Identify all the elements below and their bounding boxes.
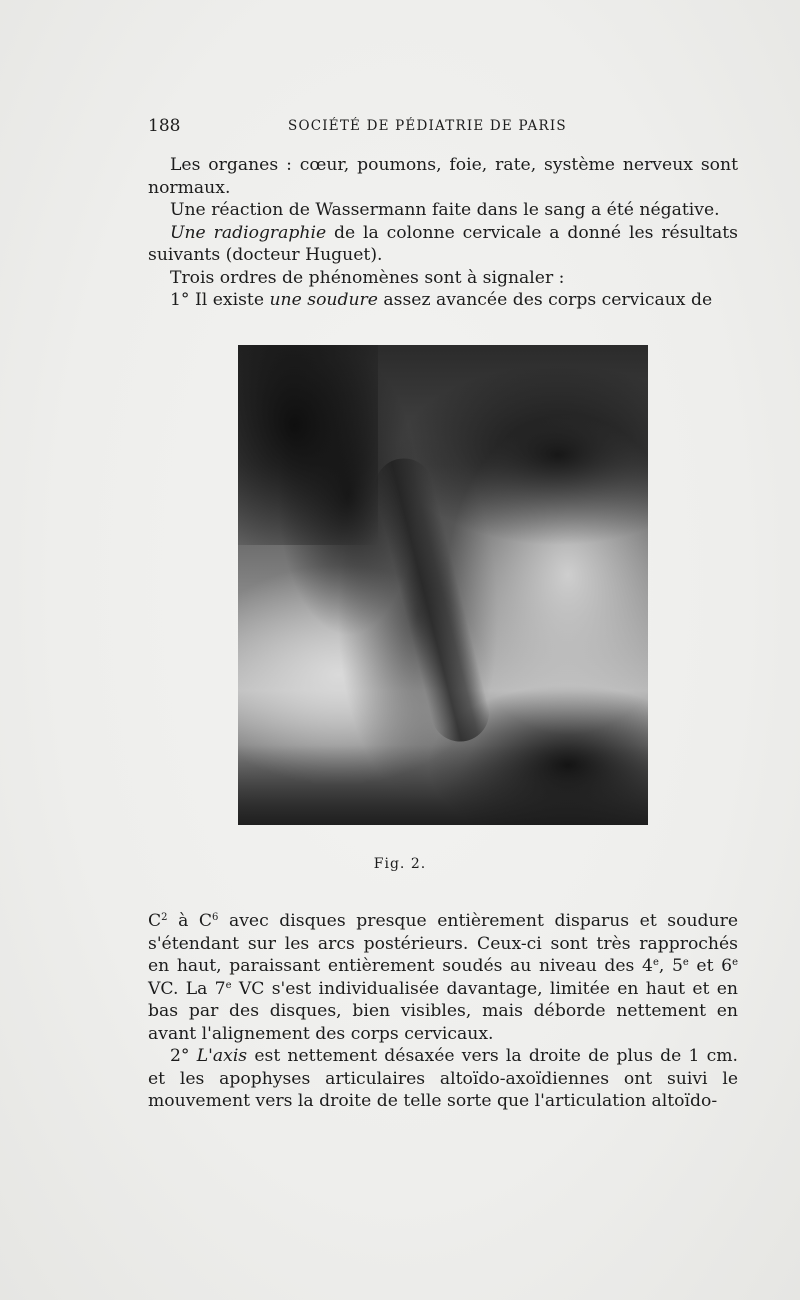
superscript: e [652,957,659,968]
paragraph-text: de la colonne cervicale a donné les résultats suivants (docteur Huguet). [148,222,738,265]
body-text-top [148,154,738,312]
running-head: SOCIÉTÉ DE PÉDIATRIE DE PARIS [288,118,567,134]
emphasis: L'axis [196,1046,248,1066]
emphasis: une soudure [269,290,378,310]
superscript: e [732,957,738,968]
paragraph: Une réaction de Wassermann faite dans le sang a été négative. [170,200,720,220]
text-run: à C [167,911,213,931]
text-run: , 5 [658,956,683,976]
text-run: C [148,911,162,931]
paragraph: Les organes : cœur, poumons, foie, rate, système nerveux sont normaux. [148,155,738,198]
superscript: 2 [161,912,168,923]
page-header [148,116,738,140]
radiograph-shadow [238,345,378,545]
paragraph [148,910,738,1045]
text-run: avec disques presque entièrement disparus et soudure s'étendant sur les arcs postérieurs. Ceux-ci sont très rapprochés en haut, paraissant entièrement soudés au niveau des 4 [148,911,739,976]
paragraph [148,1045,738,1113]
paragraph-text: est nettement désaxée vers la droite de plus de 1 cm. et les apophyses articulaires altoïdo-axoïdiennes ont suivi le mouvement vers la droite de telle sorte que l'articulation altoïdo- [148,1046,738,1111]
cervical-spine-radiograph [238,345,648,825]
paragraph [148,222,738,267]
text-run: VC. La 7 [148,978,226,999]
superscript: e [682,957,689,968]
superscript: e [225,979,232,991]
paragraph [148,289,738,312]
radiograph-shadow [238,745,648,825]
paragraph-text: 2° [170,1046,197,1066]
figure-caption: Fig. 2. [373,856,427,872]
emphasis: Une radiographie [170,222,327,243]
paragraph-text: assez avancée des corps cervicaux de [377,290,713,310]
superscript: 6 [212,912,219,923]
body-text-bottom [148,910,738,1113]
paragraph: Trois ordres de phénomènes sont à signaler : [170,267,565,288]
text-run: et 6 [688,956,733,976]
text-run: VC s'est individualisée davantage, limitée en haut et en bas par des disques, bien visibles, mais déborde nettement en avant l'alignement des corps cervicaux. [148,978,739,1044]
paragraph-text: 1° Il existe [170,290,270,310]
spine-shadow [369,452,495,747]
page-number: 188 [148,116,181,136]
